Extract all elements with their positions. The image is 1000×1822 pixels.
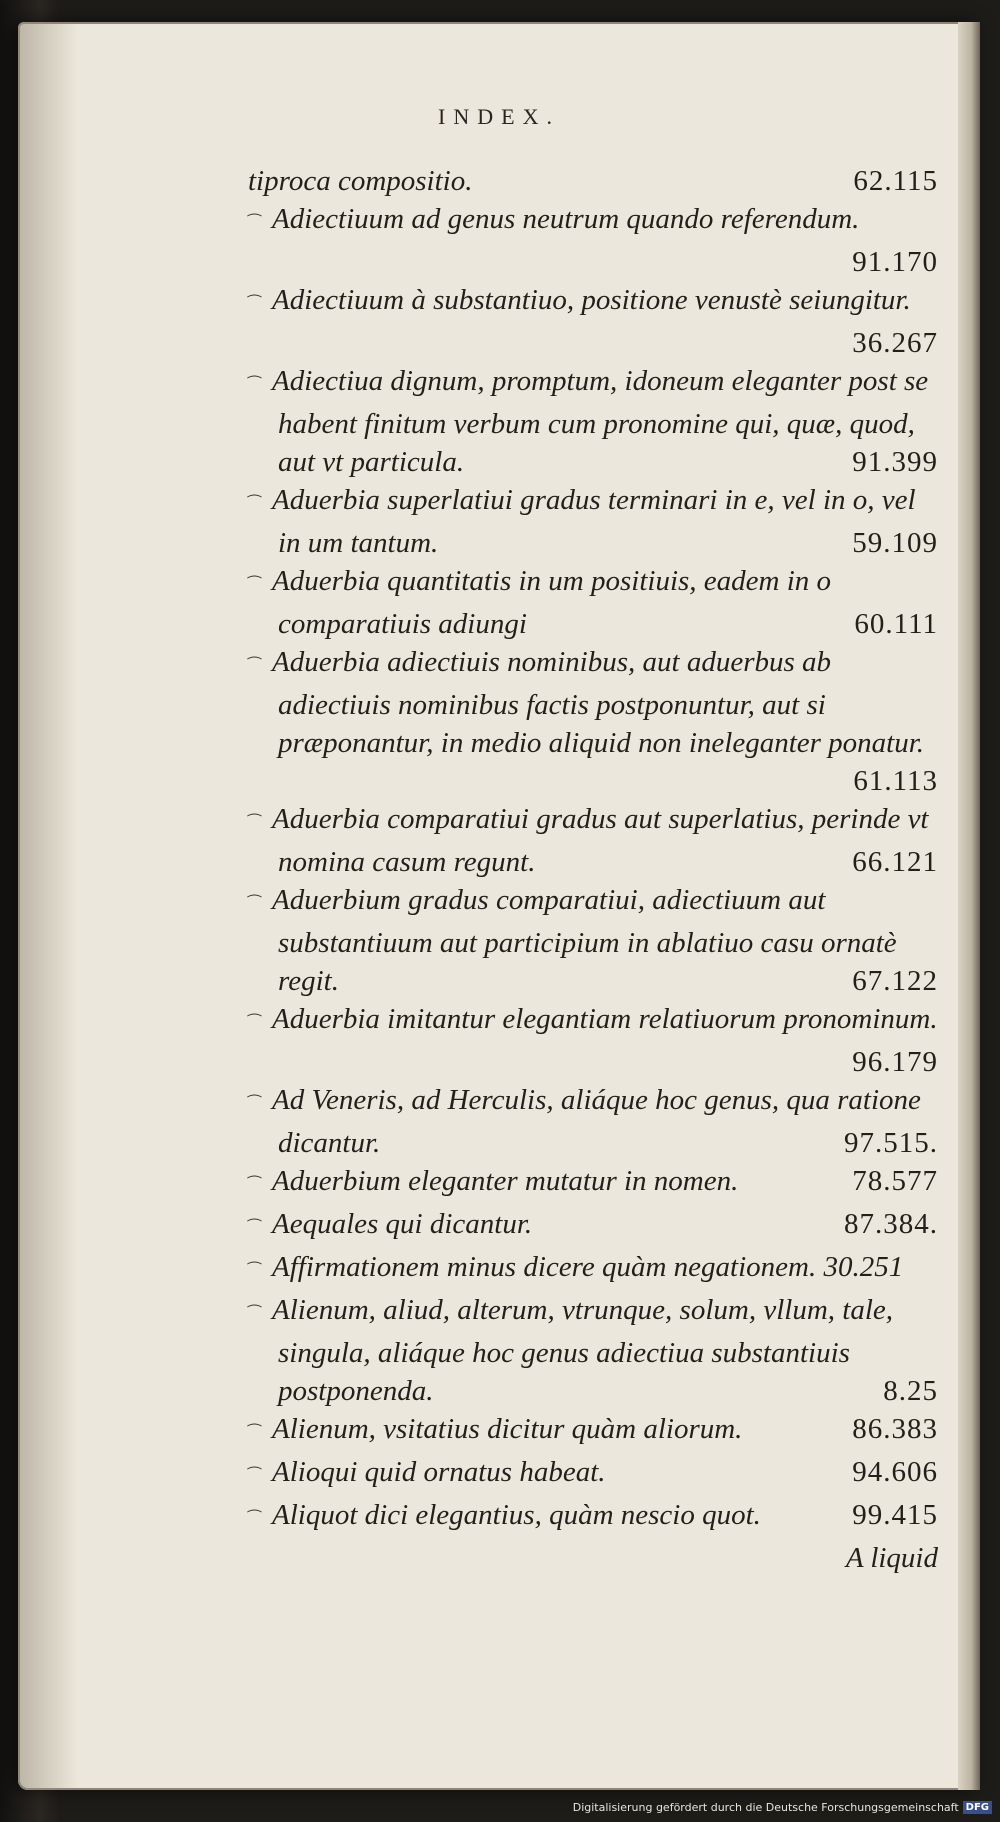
entry-marker-icon: ⁀ [248, 1096, 261, 1113]
entry-text: Aliquot dici elegantius, quàm nescio quot. [272, 1499, 761, 1531]
entry-marker-icon: ⁀ [248, 377, 261, 394]
index-entry [248, 1410, 938, 1453]
entry-page-ref: 97.515. [844, 1127, 938, 1159]
index-entry [248, 362, 938, 481]
entry-text: Adiectiuum à substantiuo, positione venustè seiungitur. [272, 284, 911, 316]
index-entry [248, 1205, 938, 1248]
index-entry [248, 1453, 938, 1496]
entry-marker-icon: ⁀ [248, 1425, 261, 1442]
index-entry [248, 1291, 938, 1410]
entry-marker-icon: ⁀ [248, 577, 261, 594]
index-entry [248, 800, 938, 881]
entry-marker-icon: ⁀ [248, 1263, 261, 1280]
index-entry [248, 1000, 938, 1081]
entry-marker-icon: ⁀ [248, 896, 261, 913]
entry-page-ref: 94.606 [852, 1456, 938, 1488]
index-entry [248, 200, 938, 281]
index-entry [248, 162, 938, 200]
entry-page-ref: 87.384. [844, 1208, 938, 1240]
page-edge [958, 22, 980, 1790]
entry-text: Adiectiuum ad genus neutrum quando referendum. [272, 203, 860, 235]
entry-text: Alienum, vsitatius dicitur quàm aliorum. [272, 1413, 743, 1445]
index-entry [248, 281, 938, 362]
entry-text: Aduerbia quantitatis in um positiuis, eadem in o comparatiuis adiungi [272, 565, 832, 640]
entry-marker-icon: ⁀ [248, 296, 261, 313]
entry-page-ref: 91.170 [852, 246, 938, 278]
entry-page-ref: 91.399 [852, 446, 938, 478]
entry-marker-icon: ⁀ [248, 1468, 261, 1485]
entry-page-ref: 86.383 [852, 1413, 938, 1445]
entry-text: Aduerbia adiectiuis nominibus, aut aduerbus ab adiectiuis nominibus factis postponuntur, aut si præponantur, in medio aliquid non ineleganter ponatur. [272, 646, 925, 759]
index-entry [248, 481, 938, 562]
entry-page-ref: 66.121 [852, 846, 938, 878]
index-entry [248, 562, 938, 643]
entry-text: Aequales qui dicantur. [272, 1208, 533, 1240]
entry-marker-icon: ⁀ [248, 815, 261, 832]
entry-text: tiproca compositio. [248, 165, 473, 197]
index-entry [248, 1248, 938, 1291]
entry-page-ref: 67.122 [852, 965, 938, 997]
entry-page-ref: 99.415 [852, 1499, 938, 1531]
entry-text: Aduerbia superlatiui gradus terminari in e, vel in o, vel in um tantum. [272, 484, 916, 559]
entry-text: Aduerbia imitantur elegantiam relatiuorum pronominum. [272, 1003, 938, 1035]
entry-page-ref: 60.111 [854, 608, 938, 640]
index-entry [248, 1496, 938, 1539]
entry-marker-icon: ⁀ [248, 1015, 261, 1032]
index-entry [248, 1081, 938, 1162]
entry-marker-icon: ⁀ [248, 1220, 261, 1237]
entry-page-ref: 78.577 [852, 1165, 938, 1197]
credit-text: Digitalisierung gefördert durch die Deutsche Forschungsgemeinschaft [572, 1801, 959, 1814]
index-entry [248, 1162, 938, 1205]
entry-text: Alioqui quid ornatus habeat. [272, 1456, 606, 1488]
entry-page-ref: 59.109 [852, 527, 938, 559]
entry-marker-icon: ⁀ [248, 1306, 261, 1323]
entry-page-ref: 8.25 [883, 1375, 938, 1407]
entry-text: Aduerbium gradus comparatiui, adiectiuum aut substantiuum aut participium in ablatiuo casu ornatè regit. [272, 884, 897, 997]
entry-page-ref: 61.113 [853, 765, 938, 797]
book-page [18, 22, 980, 1790]
entry-page-ref: 62.115 [853, 165, 938, 197]
entry-marker-icon: ⁀ [248, 1177, 261, 1194]
entry-text: Aduerbium eleganter mutatur in nomen. [272, 1165, 739, 1197]
entry-text: Affirmationem minus dicere quàm negationem. 30.251 [272, 1251, 904, 1283]
entry-page-ref: 96.179 [852, 1046, 938, 1078]
digitization-credit [573, 1801, 992, 1814]
entry-text: Alienum, aliud, alterum, vtrunque, solum, vllum, tale, singula, aliáque hoc genus adiectiua substantiuis postponenda. [272, 1294, 894, 1407]
catchword: A liquid [845, 1542, 938, 1574]
entry-marker-icon: ⁀ [248, 215, 261, 232]
entry-page-ref: 36.267 [852, 327, 938, 359]
dfg-logo: DFG [963, 1801, 992, 1814]
entry-marker-icon: ⁀ [248, 658, 261, 675]
index-entry [248, 881, 938, 1000]
entry-marker-icon: ⁀ [248, 1511, 261, 1528]
entry-text: Aduerbia comparatiui gradus aut superlatius, perinde vt nomina casum regunt. [272, 803, 929, 878]
index-entry [248, 643, 938, 800]
page-header: INDEX. [438, 104, 560, 129]
entry-text: Ad Veneris, ad Herculis, aliáque hoc genus, qua ratione dicantur. [272, 1084, 921, 1159]
entry-text: Adiectiua dignum, promptum, idoneum eleganter post se habent finitum verbum cum pronomine qui, quæ, quod, aut vt particula. [272, 365, 929, 478]
index-entries [248, 162, 938, 1577]
entry-marker-icon: ⁀ [248, 496, 261, 513]
